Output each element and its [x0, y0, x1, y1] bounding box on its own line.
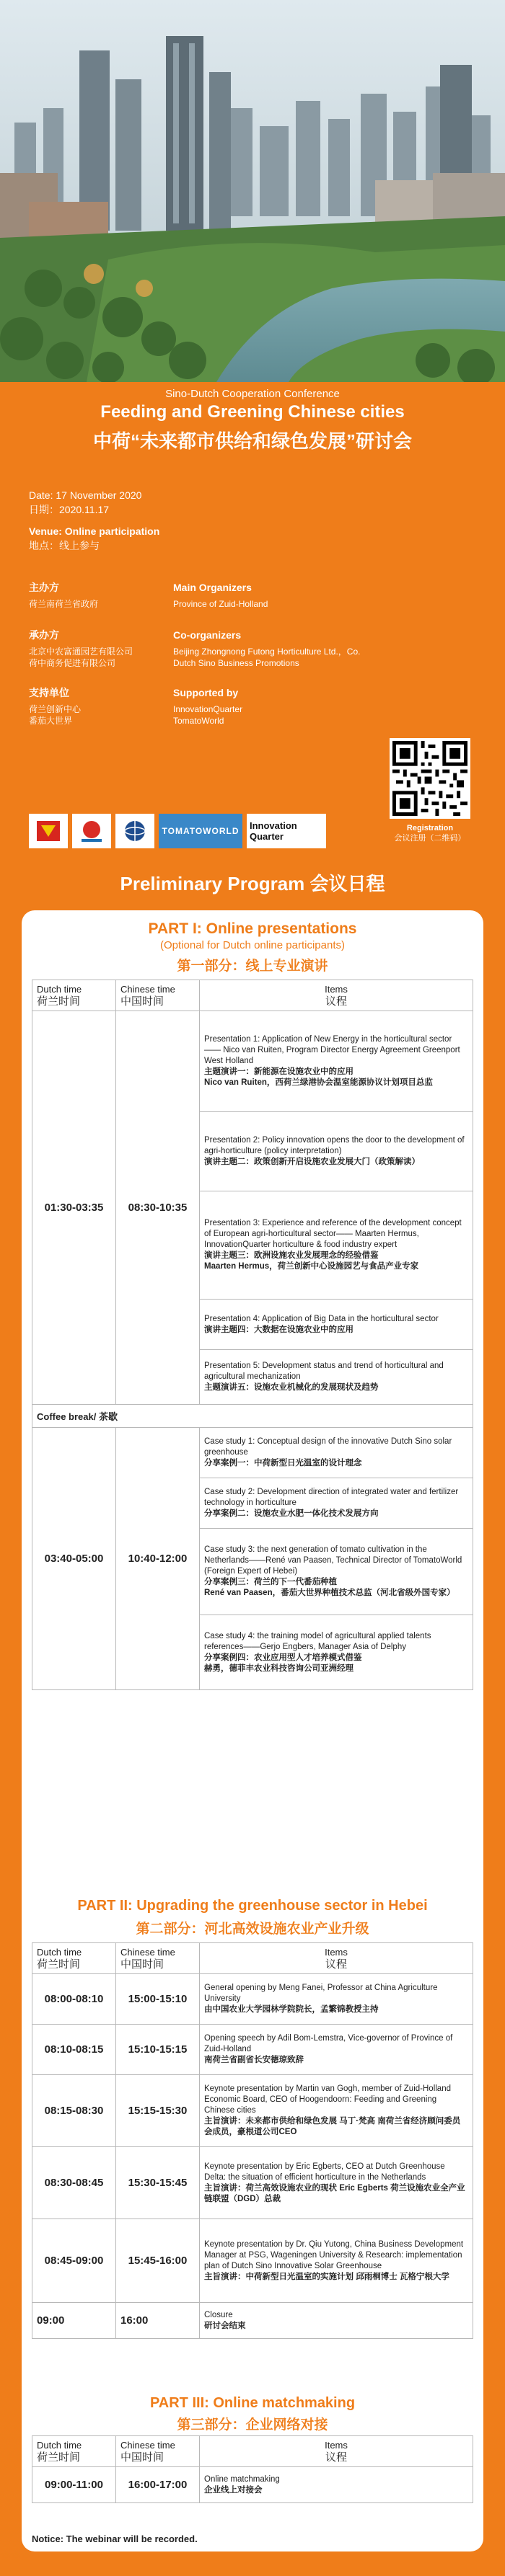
row-item-cn: 主旨演讲：未来都市供给和绿色发展 马丁·梵高 南荷兰省经济顾问委员会成员，豪根道公司CEO [204, 2117, 461, 2136]
zuid-holland-crest-icon [34, 818, 63, 844]
part2-table [32, 1942, 473, 2339]
zhongnong-futong-icon [77, 818, 106, 844]
col-china-label-cn: 中国时间 [120, 1958, 164, 1971]
host-label-cn: 主办方 [29, 582, 59, 593]
registration-label-cn: 会议注册（二维码） [394, 834, 466, 843]
col-dutch-label: Dutch time [37, 984, 82, 995]
part2-title-en: PART II: Upgrading the greenhouse sector in Hebei [77, 1898, 428, 1914]
part1-title-en: PART I: Online presentations [148, 920, 357, 937]
partner-logos [29, 813, 361, 849]
case-study-3 [200, 1529, 473, 1615]
col-items-label: Items [325, 1947, 348, 1958]
col-china-label: Chinese time [120, 2440, 175, 2451]
col-items-label-cn: 议程 [325, 995, 347, 1008]
col-china-label: Chinese time [120, 1947, 175, 1958]
c4-cn2: 赫勇，德菲丰农业科技咨询公司亚洲经理 [204, 1664, 354, 1673]
case-study-4 [200, 1615, 473, 1690]
presentation-5 [200, 1350, 473, 1405]
co-cn-2: 荷中商务促进有限公司 [29, 658, 116, 668]
col-items-label: Items [325, 984, 348, 995]
c4-cn: 分享案例四：农业应用型人才培养模式借鉴 [204, 1653, 362, 1662]
part1-title-cn: 第一部分：线上专业演讲 [177, 959, 328, 974]
part1-subtitle-en: (Optional for Dutch online participants) [160, 939, 345, 951]
logo-zuid-holland [29, 814, 68, 848]
col-dutch-label-cn: 荷兰时间 [37, 2451, 81, 2464]
row-dutch-time: 08:15-08:30 [32, 2075, 116, 2147]
row-item-en: Opening speech by Adil Bom-Lemstra, Vice-governor of Province of Zuid-Holland [204, 2034, 453, 2053]
c1-en: Case study 1: Conceptual design of the innovative Dutch Sino solar greenhouse [204, 1437, 452, 1457]
part1-header-row [32, 980, 473, 1011]
row-china-time: 16:00-17:00 [116, 2467, 200, 2503]
col-china-label: Chinese time [120, 984, 175, 995]
logo-dsbp [115, 814, 154, 848]
row-item [200, 2219, 473, 2303]
registration-caption [378, 823, 482, 843]
col-dutch-header [32, 1943, 116, 1974]
part1-table [32, 980, 473, 1690]
c3-en: Case study 3: the next generation of tomato cultivation in the Netherlands——René van Paasen, Technical Director of TomatoWorld (Foreign Expert of Hebei) [204, 1545, 462, 1576]
conference-subtitle: Sino-Dutch Cooperation Conference [165, 388, 340, 400]
c3-cn2: René van Paasen，番茄大世界种植技术总监（河北省级外国专家） [204, 1589, 455, 1597]
row-item-en: Keynote presentation by Martin van Gogh, member of Zuid-Holland Economic Board, CEO of Hoogendoorn: Feeding and Greening Chinese cities [204, 2084, 451, 2115]
presentation-3 [200, 1191, 473, 1300]
p2-en: Presentation 2: Policy innovation opens the door to the development of agri-horticulture (policy interpretation) [204, 1136, 465, 1155]
col-dutch-label-cn: 荷兰时间 [37, 1958, 81, 1971]
support-cn-2: 番茄大世界 [29, 716, 73, 726]
table-row [32, 2303, 473, 2339]
row-item [200, 2303, 473, 2339]
row-item [200, 2147, 473, 2219]
row-item-cn: 研讨会结束 [204, 2321, 246, 2330]
presentation-1 [200, 1011, 473, 1112]
row-dutch-time: 08:10-08:15 [32, 2025, 116, 2075]
part2-header-row [32, 1943, 473, 1974]
qr-icon [392, 741, 467, 816]
col-china-header [116, 1943, 200, 1974]
part3-header-row [32, 2436, 473, 2467]
part3-table [32, 2435, 473, 2503]
table-row [32, 2147, 473, 2219]
registration-qr-code[interactable] [390, 738, 470, 819]
block2-china-time: 10:40-12:00 [116, 1428, 200, 1690]
row-item [200, 2075, 473, 2147]
logo-zhongnong-futong [72, 814, 111, 848]
table-row [32, 2075, 473, 2147]
p1-cn: 主题演讲一：新能源在设施农业中的应用 [204, 1067, 354, 1076]
supporter-1: InnovationQuarter [173, 704, 243, 714]
co-label-cn: 承办方 [29, 629, 59, 641]
presentation-2 [200, 1112, 473, 1191]
dsbp-globe-icon [120, 818, 149, 844]
row-china-time: 16:00 [116, 2303, 200, 2339]
col-items-label-cn: 议程 [325, 2451, 347, 2464]
block1-china-time: 08:30-10:35 [116, 1011, 200, 1405]
p4-cn: 演讲主题四：大数据在设施农业中的应用 [204, 1325, 354, 1334]
coffee-break: Coffee break/ 茶歇 [32, 1405, 473, 1428]
col-items-label: Items [325, 2440, 348, 2451]
row-item-en: Online matchmaking [204, 2474, 280, 2484]
presentation-4 [200, 1300, 473, 1350]
p3-cn2: Maarten Hermus，荷兰创新中心设施园艺与食品产业专家 [204, 1262, 419, 1271]
support-label-cn: 支持单位 [29, 687, 69, 698]
main-organizers: Province of Zuid-Holland [173, 599, 268, 609]
program-card [22, 910, 483, 2551]
row-dutch-time: 09:00-11:00 [32, 2467, 116, 2503]
co-organizer-2: Dutch Sino Business Promotions [173, 658, 299, 668]
col-china-header [116, 980, 200, 1011]
row-china-time: 15:15-15:30 [116, 2075, 200, 2147]
hero-city-image [0, 0, 505, 382]
p5-en: Presentation 5: Development status and trend of horticultural and agricultural mechanization [204, 1362, 444, 1381]
city-skyline-illustration [0, 0, 505, 382]
table-row [32, 2025, 473, 2075]
table-row [32, 1428, 473, 1478]
date-cn: 日期：2020.11.17 [29, 504, 110, 515]
row-item [200, 2025, 473, 2075]
p5-cn: 主题演讲五：设施农业机械化的发展现状及趋势 [204, 1383, 379, 1392]
case-study-2 [200, 1478, 473, 1529]
table-row [32, 2467, 473, 2503]
table-row [32, 1974, 473, 2025]
case-study-1 [200, 1428, 473, 1478]
col-china-label-cn: 中国时间 [120, 2451, 164, 2464]
p2-cn: 演讲主题二：政策创新开启设施农业发展大门（政策解读） [204, 1158, 420, 1166]
part3-title-cn: 第三部分：企业网络对接 [177, 2417, 328, 2433]
recording-notice: Notice: The webinar will be recorded. [32, 2533, 198, 2544]
c2-cn: 分享案例二：设施农业水肥一体化技术发展方向 [204, 1509, 379, 1518]
block1-dutch-time: 01:30-03:35 [32, 1011, 116, 1405]
row-item-en: Closure [204, 2310, 233, 2319]
row-item-en: General opening by Meng Fanei, Professor at China Agriculture University [204, 1984, 438, 2003]
col-items-label-cn: 议程 [325, 1958, 347, 1971]
row-item [200, 2467, 473, 2503]
col-items-header [200, 980, 473, 1011]
row-item-cn: 南荷兰省副省长安德琼致辞 [204, 2056, 304, 2064]
col-items-header [200, 1943, 473, 1974]
row-china-time: 15:00-15:10 [116, 1974, 200, 2025]
venue-cn: 地点：线上参与 [29, 540, 100, 551]
p3-cn: 演讲主题三：欧洲设施农业发展理念的经验借鉴 [204, 1251, 379, 1260]
row-item-cn: 由中国农业大学园林学院院长，孟繁锦教授主持 [204, 2005, 379, 2014]
venue-en: Venue: Online participation [29, 525, 160, 537]
row-item-en: Keynote presentation by Dr. Qiu Yutong, China Business Development Manager at PSG, Wageningen University & Research: implementation plan of Dutch Sino Innovative Solar Greenhouse [204, 2239, 464, 2270]
host-cn: 荷兰南荷兰省政府 [29, 599, 99, 609]
col-china-header [116, 2436, 200, 2467]
co-organizers-label: Co-organizers [173, 629, 242, 641]
c3-cn: 分享案例三：荷兰的下一代番茄种植 [204, 1578, 337, 1586]
row-item-cn: 企业线上对接会 [204, 2485, 263, 2495]
c4-en: Case study 4: the training model of agricultural applied talents references——Gerjo Engbers, Manager Asia of Delphy [204, 1631, 431, 1651]
row-dutch-time: 08:00-08:10 [32, 1974, 116, 2025]
p4-en: Presentation 4: Application of Big Data in the horticultural sector [204, 1314, 439, 1323]
col-dutch-label: Dutch time [37, 2440, 82, 2451]
table-row [32, 2219, 473, 2303]
col-dutch-header [32, 980, 116, 1011]
row-dutch-time: 08:45-09:00 [32, 2219, 116, 2303]
co-cn-1: 北京中农富通园艺有限公司 [29, 647, 133, 657]
registration-label-en: Registration [406, 824, 454, 832]
logo-innovation-quarter: Innovation Quarter [247, 814, 326, 848]
block2-dutch-time: 03:40-05:00 [32, 1428, 116, 1690]
row-china-time: 15:30-15:45 [116, 2147, 200, 2219]
supported-by-label: Supported by [173, 687, 239, 698]
program-title: Preliminary Program 会议日程 [120, 873, 385, 894]
date-en: Date: 17 November 2020 [29, 489, 142, 501]
col-dutch-label: Dutch time [37, 1947, 82, 1958]
row-china-time: 15:45-16:00 [116, 2219, 200, 2303]
row-item-en: Keynote presentation by Eric Egberts, CEO at Dutch Greenhouse Delta: the situation of efficient horticulture in the Netherlands [204, 2162, 445, 2182]
c1-cn: 分享案例一：中荷新型日光温室的设计理念 [204, 1459, 362, 1467]
p1-cn2: Nico van Ruiten，西荷兰绿港协会温室能源协议计划项目总监 [204, 1078, 433, 1087]
conference-title-en: Feeding and Greening Chinese cities [100, 402, 405, 422]
row-dutch-time: 09:00 [32, 2303, 116, 2339]
p1-en: Presentation 1: Application of New Energy in the horticultural sector—— Nico van Ruiten, Program Director Energy Agreement Greenport West Holland [204, 1035, 460, 1065]
part3-title-en: PART III: Online matchmaking [149, 2395, 356, 2411]
row-item [200, 1974, 473, 2025]
col-dutch-label-cn: 荷兰时间 [37, 995, 81, 1008]
row-item-cn: 主旨演讲：中荷新型日光温室的实施计划 邱雨桐博士 瓦格宁根大学 [204, 2272, 449, 2281]
col-items-header [200, 2436, 473, 2467]
row-dutch-time: 08:30-08:45 [32, 2147, 116, 2219]
col-dutch-header [32, 2436, 116, 2467]
co-organizer-1: Beijing Zhongnong Futong Horticulture Ltd.，Co. [173, 647, 361, 657]
c2-en: Case study 2: Development direction of integrated water and fertilizer technology in horticulture [204, 1488, 459, 1507]
support-cn-1: 荷兰创新中心 [29, 704, 82, 714]
part2-title-cn: 第二部分：河北高效设施农业产业升级 [136, 1922, 369, 1937]
supporter-2: TomatoWorld [173, 716, 224, 726]
conference-title-cn: 中荷“未来都市供给和绿色发展”研讨会 [92, 430, 412, 452]
col-china-label-cn: 中国时间 [120, 995, 164, 1008]
p3-en: Presentation 3: Experience and reference of the development concept of European agri-horticultural sector—— Maarten Hermus, InnovationQuarter horticulture & food industry expert [204, 1219, 462, 1249]
logo-tomatoworld: TOMATOWORLD [159, 814, 242, 848]
row-china-time: 15:10-15:15 [116, 2025, 200, 2075]
coffee-break-row [32, 1405, 473, 1428]
row-item-cn: 主旨演讲：荷兰高效设施农业的现状 Eric Egberts 荷兰设施农业全产业链联盟（DGD）总裁 [204, 2183, 465, 2203]
main-organizers-label: Main Organizers [173, 582, 252, 593]
table-row [32, 1011, 473, 1112]
